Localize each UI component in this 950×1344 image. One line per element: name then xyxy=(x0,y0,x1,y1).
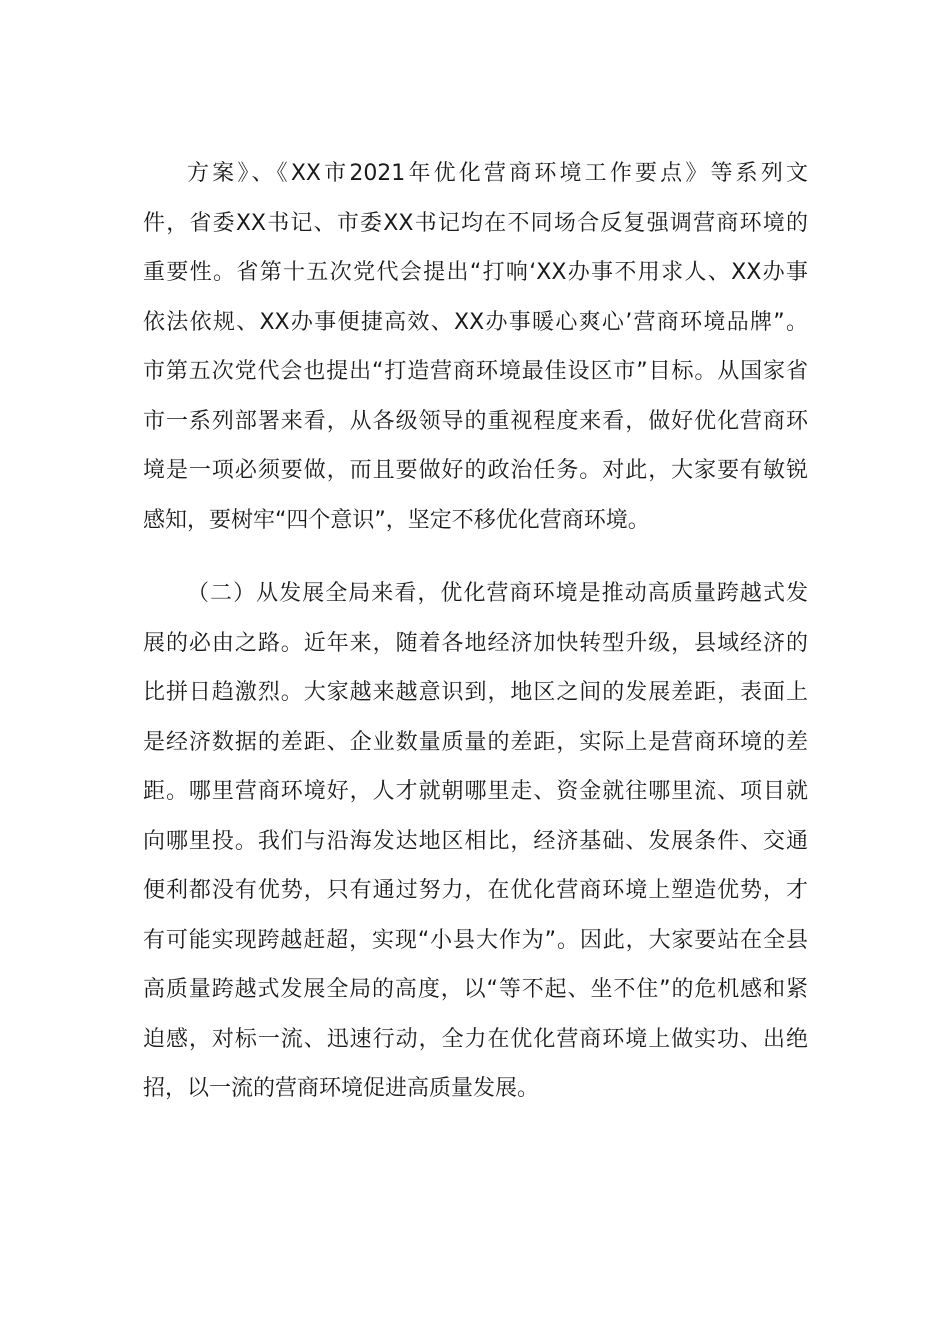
paragraph-line: 展的必由之路。近年来，随着各地经济加快转型升级，县域经济的 xyxy=(143,630,808,656)
paragraph-line: 方案》、《XX市2021年优化营商环境工作要点》等系列文 xyxy=(187,161,808,186)
paragraph-line: 依法依规、XX办事便捷高效、XX办事暖心爽心’营商环境品牌”。 xyxy=(143,309,808,335)
paragraph-line: 距。哪里营商环境好，人才就朝哪里走、资金就往哪里流、项目就 xyxy=(143,779,808,804)
paragraph-line: 重要性。省第十五次党代会提出“打响‘XX办事不用求人、XX办事 xyxy=(143,260,808,285)
paragraph-line: 件，省委XX书记、市委XX书记均在不同场合反复强调营商环境的 xyxy=(143,210,808,236)
paragraph-line: 迫感，对标一流、迅速行动，全力在优化营商环境上做实功、出绝 xyxy=(143,1026,808,1052)
paragraph-line: 是经济数据的差距、企业数量质量的差距，实际上是营商环境的差 xyxy=(143,729,808,755)
paragraph-line: 向哪里投。我们与沿海发达地区相比，经济基础、发展条件、交通 xyxy=(143,828,808,854)
paragraph-line: 境是一项必须要做，而且要做好的政治任务。对此，大家要有敏锐 xyxy=(143,458,808,483)
paragraph-line: 感知，要树牢“四个意识”，坚定不移优化营商环境。 xyxy=(143,507,650,533)
paragraph-line: 市第五次党代会也提出“打造营商环境最佳设区市”目标。从国家省 xyxy=(143,359,808,384)
paragraph-2 xyxy=(143,569,808,1114)
paragraph-line: 比拼日趋激烈。大家越来越意识到，地区之间的发展差距，表面上 xyxy=(143,680,808,705)
paragraph-line: 高质量跨越式发展全局的高度，以“等不起、坐不住”的危机感和紧 xyxy=(143,977,808,1002)
paragraph-line: （二）从发展全局来看，优化营商环境是推动高质量跨越式发 xyxy=(187,581,808,606)
paragraph-line: 市一系列部署来看，从各级领导的重视程度来看，做好优化营商环 xyxy=(143,408,808,434)
paragraph-1 xyxy=(143,149,808,545)
paragraph-line: 便利都没有优势，只有通过努力，在优化营商环境上塑造优势，才 xyxy=(143,878,808,903)
paragraph-line: 招，以一流的营商环境促进高质量发展。 xyxy=(143,1076,540,1101)
paragraph-line: 有可能实现跨越赶超，实现“小县大作为”。因此，大家要站在全县 xyxy=(143,927,808,953)
